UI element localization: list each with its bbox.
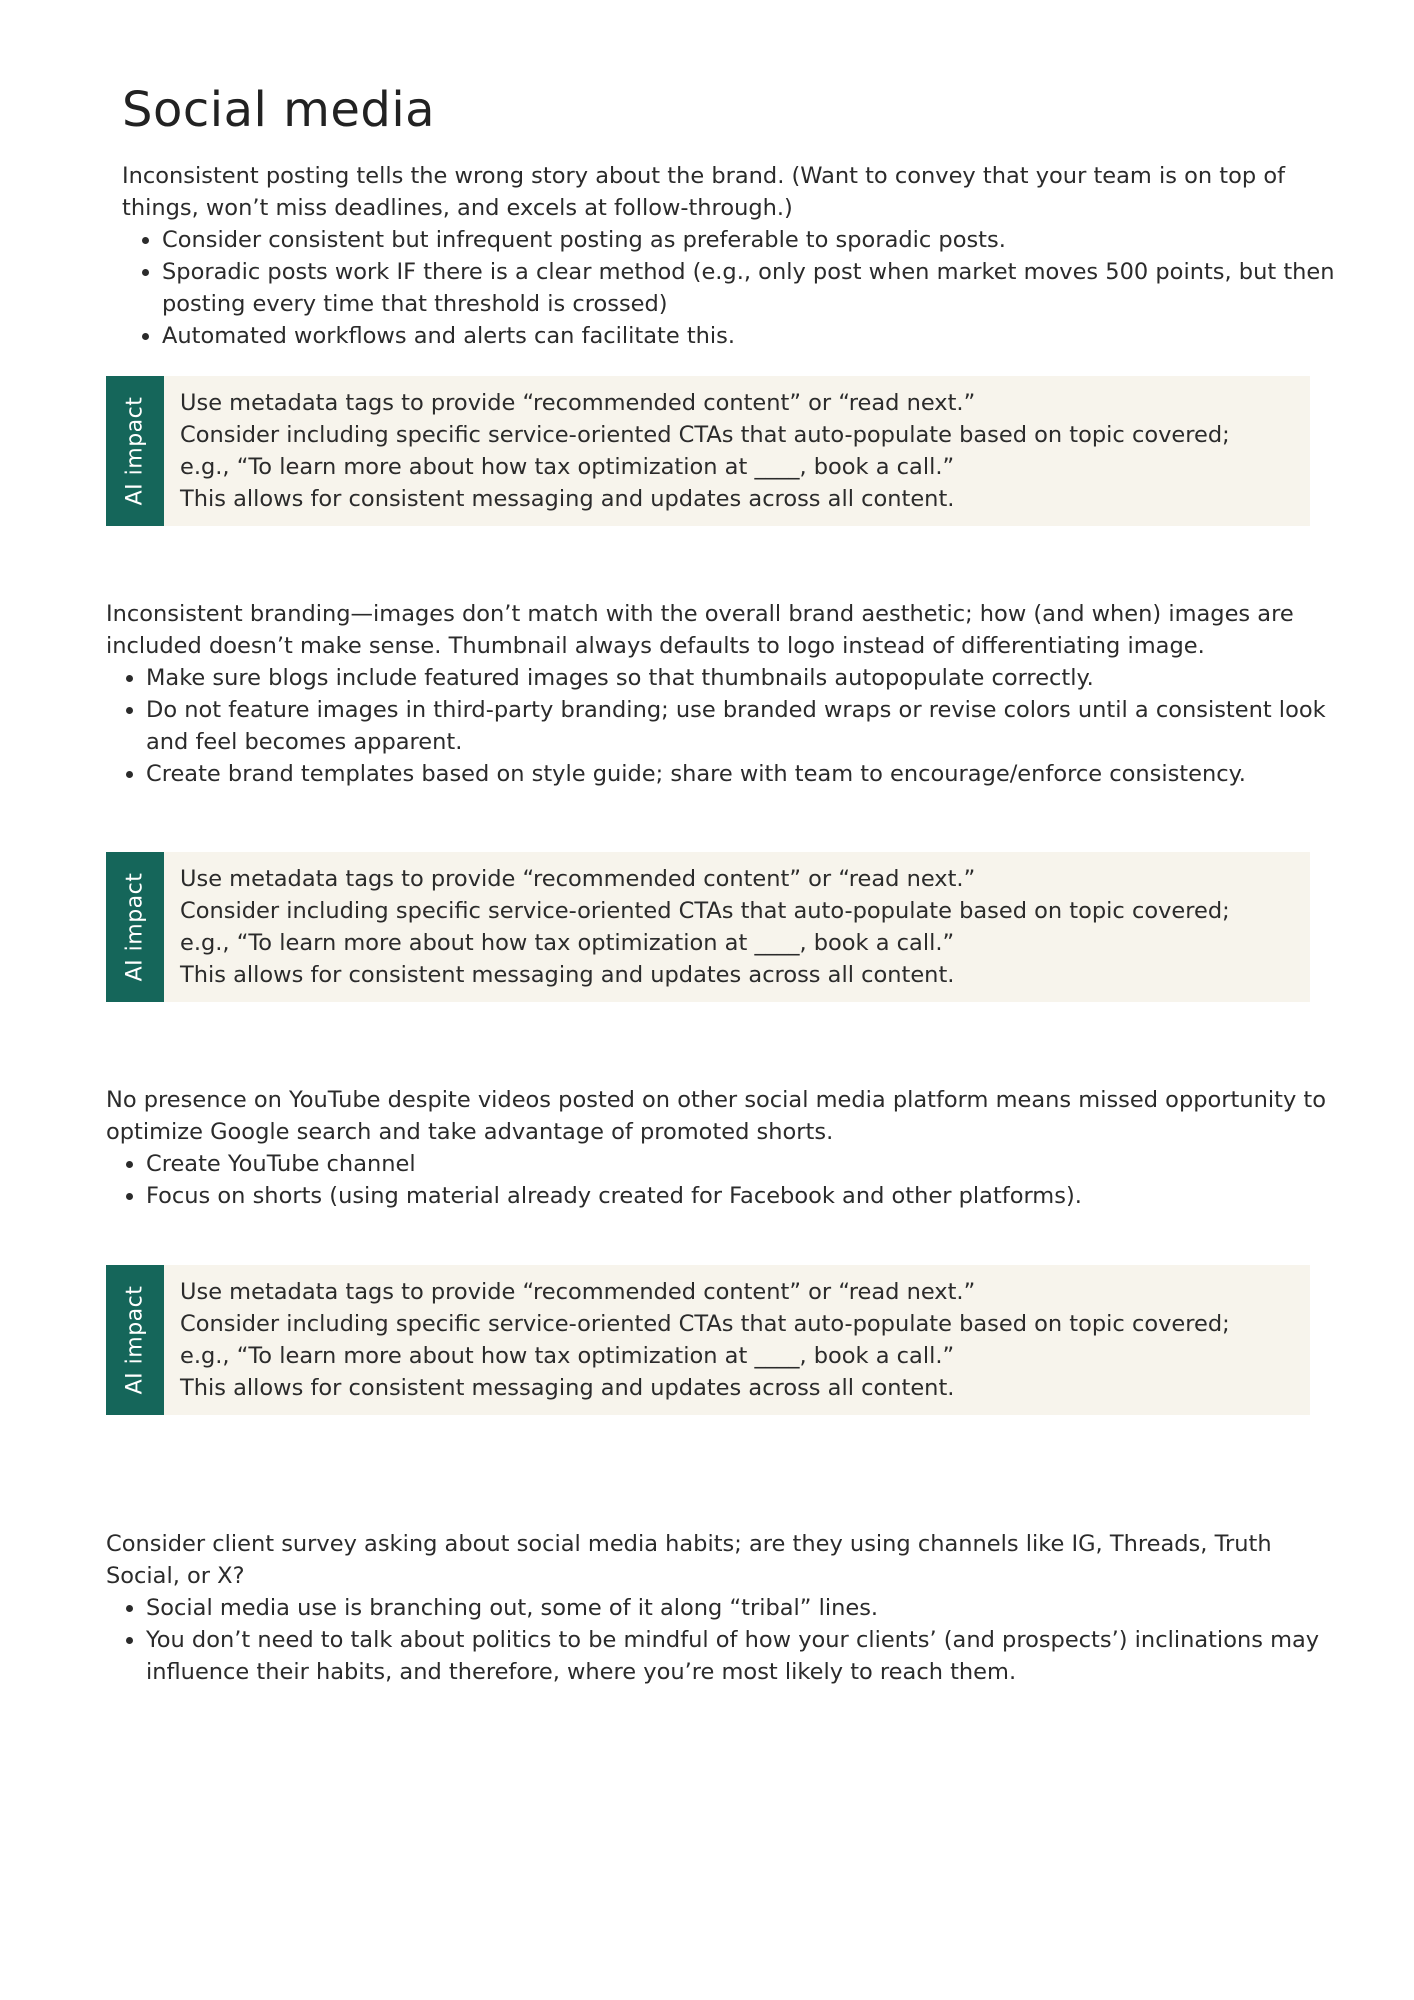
ai-impact-line: e.g., “To learn more about how tax optimization at ____, book a call.” <box>180 1343 955 1369</box>
ai-impact-line: Use metadata tags to provide “recommended content” or “read next.” <box>180 866 976 892</box>
page-title: Social media <box>122 82 436 138</box>
ai-impact-label: AI impact <box>122 1285 148 1395</box>
section-survey <box>106 1528 1346 1688</box>
ai-impact-line: Use metadata tags to provide “recommended content” or “read next.” <box>180 390 976 416</box>
list-item: • Consider consistent but infrequent posting as preferable to sporadic posts. <box>162 224 1362 256</box>
bullet-list <box>122 224 1362 352</box>
ai-impact-label: AI impact <box>122 396 148 506</box>
ai-impact-line: This allows for consistent messaging and updates across all content. <box>180 486 955 512</box>
section-posting <box>122 160 1362 352</box>
ai-impact-content <box>164 376 1230 526</box>
ai-impact-content <box>164 852 1230 1002</box>
ai-impact-tab <box>106 852 164 1002</box>
ai-impact-line: e.g., “To learn more about how tax optimization at ____, book a call.” <box>180 930 955 956</box>
list-item: • Make sure blogs include featured images so that thumbnails autopopulate correctly. <box>146 662 1346 694</box>
list-item: • You don’t need to talk about politics to be mindful of how your clients’ (and prospects’) inclinations may influence their habits, and therefore, where you’re most likely to reach them. <box>146 1624 1346 1688</box>
list-item: • Do not feature images in third-party branding; use branded wraps or revise colors until a consistent look and feel becomes apparent. <box>146 694 1346 758</box>
section-branding <box>106 598 1346 790</box>
list-item: • Focus on shorts (using material already created for Facebook and other platforms). <box>146 1180 1346 1212</box>
list-item: • Social media use is branching out, some of it along “tribal” lines. <box>146 1592 1346 1624</box>
section-intro: Inconsistent posting tells the wrong story about the brand. (Want to convey that your team is on top of things, won’t miss deadlines, and excels at follow-through.) <box>122 163 1286 221</box>
ai-impact-label: AI impact <box>122 872 148 982</box>
bullet-list <box>106 1148 1346 1212</box>
ai-impact-line: Consider including specific service-oriented CTAs that auto-populate based on topic covered; <box>180 1311 1230 1337</box>
ai-impact-box <box>106 1265 1310 1415</box>
ai-impact-line: e.g., “To learn more about how tax optimization at ____, book a call.” <box>180 454 955 480</box>
list-item: • Automated workflows and alerts can facilitate this. <box>162 320 1362 352</box>
ai-impact-line: This allows for consistent messaging and updates across all content. <box>180 962 955 988</box>
section-intro: No presence on YouTube despite videos posted on other social media platform means missed opportunity to optimize Google search and take advantage of promoted shorts. <box>106 1087 1326 1145</box>
ai-impact-line: Consider including specific service-oriented CTAs that auto-populate based on topic covered; <box>180 422 1230 448</box>
section-intro: Inconsistent branding—images don’t match with the overall brand aesthetic; how (and when) images are included doesn’t make sense. Thumbnail always defaults to logo instead of differentiating image. <box>106 601 1294 659</box>
ai-impact-line: Use metadata tags to provide “recommended content” or “read next.” <box>180 1279 976 1305</box>
ai-impact-box <box>106 852 1310 1002</box>
list-item: • Create brand templates based on style guide; share with team to encourage/enforce consistency. <box>146 758 1346 790</box>
list-item: • Create YouTube channel <box>146 1148 1346 1180</box>
ai-impact-content <box>164 1265 1230 1415</box>
section-youtube <box>106 1084 1346 1212</box>
ai-impact-box <box>106 376 1310 526</box>
ai-impact-line: This allows for consistent messaging and updates across all content. <box>180 1375 955 1401</box>
section-intro: Consider client survey asking about social media habits; are they using channels like IG, Threads, Truth Social, or X? <box>106 1531 1272 1589</box>
ai-impact-tab <box>106 1265 164 1415</box>
ai-impact-line: Consider including specific service-oriented CTAs that auto-populate based on topic covered; <box>180 898 1230 924</box>
ai-impact-tab <box>106 376 164 526</box>
bullet-list <box>106 662 1346 790</box>
list-item: • Sporadic posts work IF there is a clear method (e.g., only post when market moves 500 points, but then posting every time that threshold is crossed) <box>162 256 1362 320</box>
bullet-list <box>106 1592 1346 1688</box>
